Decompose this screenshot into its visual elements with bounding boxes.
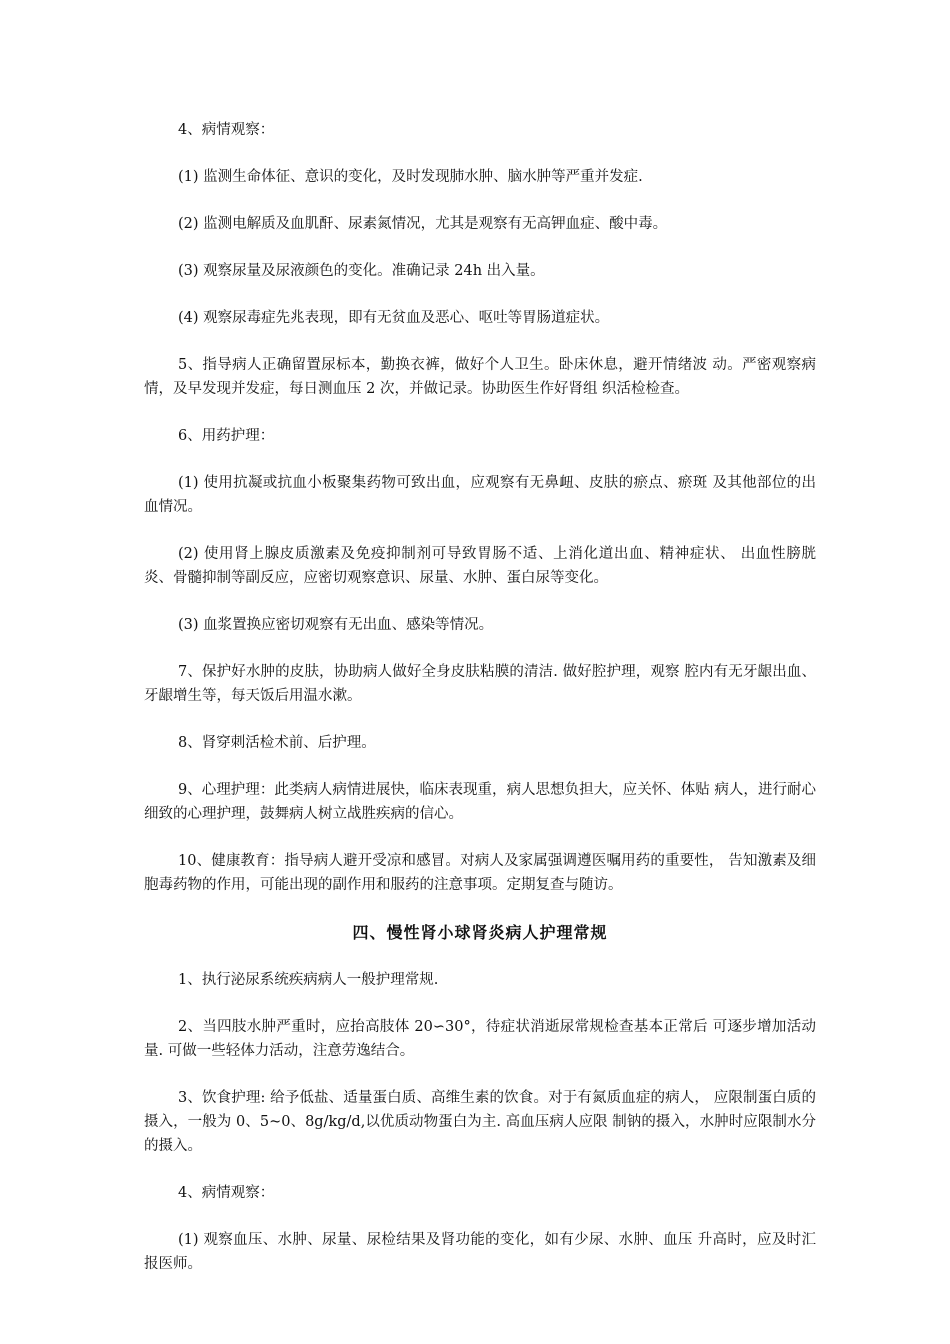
paragraph-item-7: 7、保护好水肿的皮肤，协助病人做好全身皮肤粘膜的清洁. 做好腔护理，观察 腔内有无牙龈出血、牙龈增生等，每天饭后用温水漱。 (144, 664, 816, 704)
paragraph-observation-1: (1) 监测生命体征、意识的变化，及时发现肺水肿、脑水肿等严重并发症. (178, 169, 643, 185)
paragraph-observation-4: (4) 观察尿毒症先兆表现，即有无贫血及恶心、呕吐等胃肠道症状。 (178, 310, 610, 326)
paragraph-observation-3: (3) 观察尿量及尿液颜色的变化。准确记录 24h 出入量。 (178, 263, 545, 279)
paragraph-observation-2: (2) 监测电解质及血肌酐、尿素氮情况，尤其是观察有无高钾血症、酸中毒。 (178, 216, 668, 232)
paragraph-medication-3: (3) 血浆置换应密切观察有无出血、感染等情况。 (178, 617, 494, 633)
paragraph-item-10: 10、健康教育：指导病人避开受凉和感冒。对病人及家属强调遵医嘱用药的重要性， 告知激素及细胞毒药物的作用，可能出现的副作用和服药的注意事项。定期复查与随访。 (144, 853, 816, 893)
paragraph-chronic-3: 3、饮食护理: 给予低盐、适量蛋白质、高维生素的饮食。对于有氮质血症的病人， 应限制蛋白质的摄入，一般为 0、5~0、8g/kg/d,以优质动物蛋白为主. 高血压病人应限 制钠的摄入，水肿时应限制水分的摄入。 (144, 1090, 816, 1154)
paragraph-item-5: 5、指导病人正确留置尿标本，勤换衣裤，做好个人卫生。卧床休息，避开情绪波 动。严密观察病情，及早发现并发症，每日测血压 2 次，并做记录。协助医生作好肾组 织活检检查。 (144, 357, 816, 397)
paragraph-chronic-1: 1、执行泌尿系统疾病病人一般护理常规. (178, 972, 439, 988)
paragraph-chronic-4: 4、病情观察： (178, 1185, 275, 1201)
paragraph-chronic-4-1: (1) 观察血压、水肿、尿量、尿检结果及肾功能的变化，如有少尿、水肿、血压 升高时，应及时汇报医师。 (144, 1232, 816, 1272)
paragraph-medication-2: (2) 使用肾上腺皮质激素及免疫抑制剂可导致胃肠不适、上消化道出血、精神症状、 出血性膀胱炎、骨髓抑制等副反应，应密切观察意识、尿量、水肿、蛋白尿等变化。 (144, 546, 816, 586)
paragraph-medication-heading: 6、用药护理： (178, 428, 275, 444)
paragraph-chronic-2: 2、当四肢水肿严重时，应抬高肢体 20∽30°，待症状消逝尿常规检查基本正常后 可逐步增加活动量. 可做一些轻体力活动，注意劳逸结合。 (144, 1019, 816, 1059)
paragraph-item-9: 9、心理护理：此类病人病情进展快，临床表现重，病人思想负担大，应关怀、体贴 病人，进行耐心细致的心理护理，鼓舞病人树立战胜疾病的信心。 (144, 782, 816, 822)
paragraph-medication-1: (1) 使用抗凝或抗血小板聚集药物可致出血，应观察有无鼻衄、皮肤的瘀点、瘀斑 及其他部位的出血情况。 (144, 475, 816, 515)
section-title: 四、慢性肾小球肾炎病人护理常规 (352, 923, 608, 942)
paragraph-item-8: 8、肾穿刺活检术前、后护理。 (178, 735, 376, 751)
document-body (144, 118, 816, 1299)
paragraph-observation-heading: 4、病情观察： (178, 122, 275, 138)
